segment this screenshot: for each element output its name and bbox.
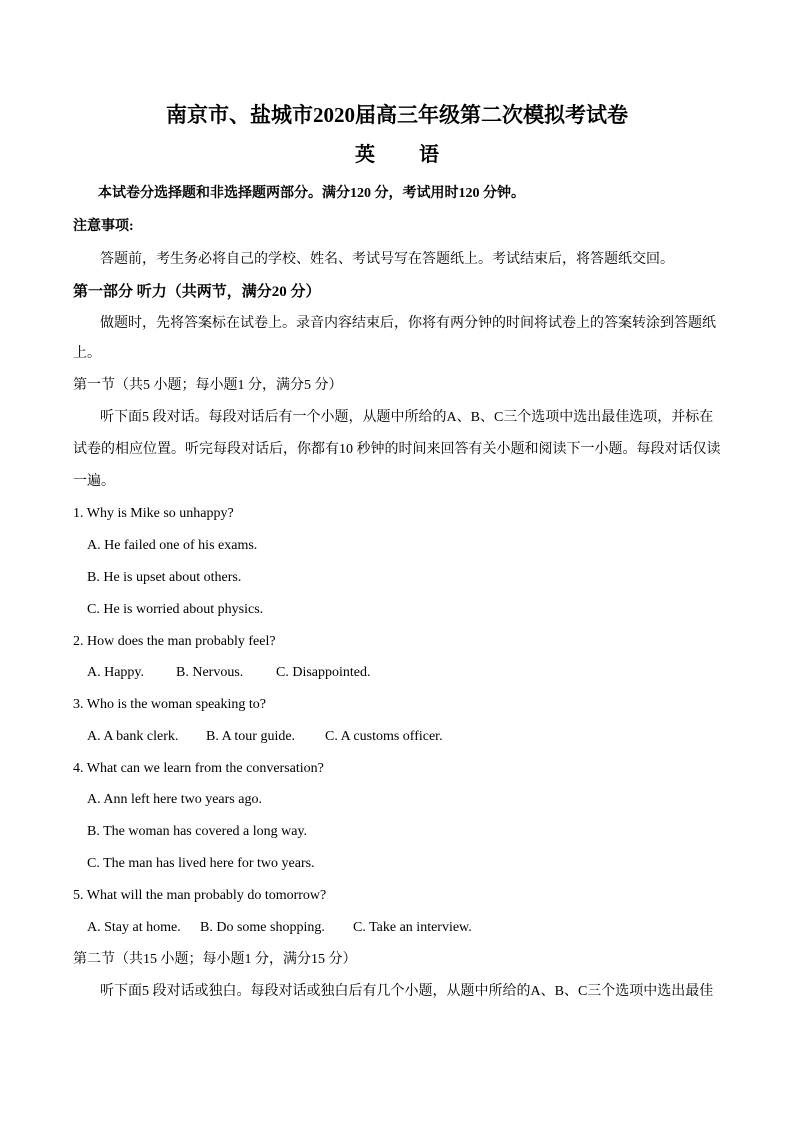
question-4-option-b: B. The woman has covered a long way. [87, 824, 308, 839]
question-1-option-a: A. He failed one of his exams. [87, 538, 258, 553]
question-3-stem: 3. Who is the woman speaking to? [73, 697, 266, 712]
question-1-stem: 1. Why is Mike so unhappy? [73, 506, 234, 521]
section2-instruction-line1: 听下面5 段对话或独白。每段对话或独白后有几个小题，从题中所给的A、B、C三个选项中选出最佳 [100, 984, 714, 999]
question-1-option-c: C. He is worried about physics. [87, 602, 264, 617]
part1-heading: 第一部分 听力（共两节，满分20 分） [73, 284, 321, 300]
question-1-option-b: B. He is upset about others. [87, 570, 242, 585]
section1-instruction-line3: 一遍。 [73, 474, 115, 489]
section1-instruction-line1: 听下面5 段对话。每段对话后有一个小题，从题中所给的A、B、C三个选项中选出最佳选项，并标在 [100, 410, 714, 425]
section1-instruction-line2: 试卷的相应位置。听完每段对话后，你都有10 秒钟的时间来回答有关小题和阅读下一小题。每段对话仅读 [73, 442, 721, 457]
question-5-stem: 5. What will the man probably do tomorrow? [73, 888, 327, 903]
question-5-option-c: C. Take an interview. [353, 920, 472, 935]
section2-heading: 第二节（共15 小题；每小题1 分，满分15 分） [73, 952, 357, 967]
question-3-option-c: C. A customs officer. [325, 729, 443, 744]
notice-text: 答题前，考生务必将自己的学校、姓名、考试号写在答题纸上。考试结束后，将答题纸交回。 [100, 252, 674, 267]
question-4-option-c: C. The man has lived here for two years. [87, 856, 315, 871]
question-2-stem: 2. How does the man probably feel? [73, 634, 276, 649]
part1-instruction-line2: 上。 [73, 346, 101, 361]
question-4-stem: 4. What can we learn from the conversation? [73, 761, 324, 776]
question-5-option-b: B. Do some shopping. [200, 920, 325, 935]
question-4-option-a: A. Ann left here two years ago. [87, 792, 262, 807]
question-3-option-b: B. A tour guide. [206, 729, 296, 744]
subject-title [0, 145, 794, 165]
notice-heading: 注意事项: [73, 219, 134, 234]
question-2-option-a: A. Happy. [87, 665, 145, 680]
question-2-option-b: B. Nervous. [176, 665, 244, 680]
question-5-option-a: A. Stay at home. [87, 920, 181, 935]
subject-char-2: 语 [419, 144, 439, 166]
question-3-option-a: A. A bank clerk. [87, 729, 179, 744]
part1-instruction-line1: 做题时，先将答案标在试卷上。录音内容结束后，你将有两分钟的时间将试卷上的答案转涂到答题纸 [100, 316, 716, 331]
subject-char-1: 英 [355, 144, 375, 166]
exam-intro: 本试卷分选择题和非选择题两部分。满分120 分，考试用时120 分钟。 [98, 186, 525, 201]
question-2-option-c: C. Disappointed. [276, 665, 371, 680]
exam-title: 南京市、盐城市2020届高三年级第二次模拟考试卷 [166, 103, 628, 127]
section1-heading: 第一节（共5 小题；每小题1 分，满分5 分） [73, 378, 343, 393]
